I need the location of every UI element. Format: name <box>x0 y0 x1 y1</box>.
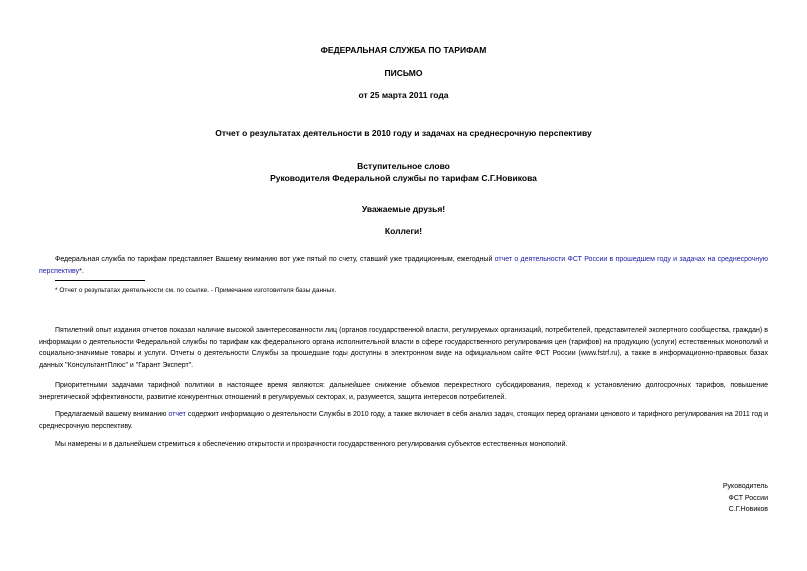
greeting-line-2: Коллеги! <box>384 226 423 236</box>
report-link[interactable]: отчет о деятельности ФСТ России в прошедшем году и задачах на среднесрочную перспективу <box>39 256 768 275</box>
paragraph-1 <box>39 254 768 277</box>
signature-block <box>723 481 768 516</box>
greeting-line-1: Уважаемые друзья! <box>361 204 446 214</box>
paragraph-4-text: Предлагаемый вашему вниманию <box>55 411 169 418</box>
intro-title: Вступительное слово <box>357 161 450 171</box>
paragraph-1-text: Федеральная служба по тарифам представляет Вашему вниманию вот уже пятый по счету, ставший уже традиционным, ежегодный <box>55 256 495 263</box>
paragraph-3: Приоритетными задачами тарифной политики в настоящее время являются: дальнейшее снижение объемов перекрестного субсидирования, переход к установлению долгосрочных тарифов, повышение энергетической эффективности, развитие конкурентных отношений в регулируемых секторах, и, разумеется, защита интересов потребителей. <box>39 382 768 401</box>
signature-title: Руководитель <box>722 483 768 490</box>
signature-name: С.Г.Новиков <box>728 506 768 513</box>
org-name: ФЕДЕРАЛЬНАЯ СЛУЖБА ПО ТАРИФАМ <box>320 45 487 55</box>
signature-org: ФСТ России <box>728 494 768 502</box>
document-subject: Отчет о результатах деятельности в 2010 году и задачах на среднесрочную перспективу <box>215 128 592 138</box>
paragraph-4-tail: содержит информацию о деятельности Службы в 2010 году, а также включает в себя анализ задач, стоящих перед органами ценового и тарифного регулирования на 2011 год и среднесрочную перспективу. <box>39 411 768 430</box>
footnote: * Отчет о результатах деятельности см. по ссылке. - Примечание изготовителя базы данных. <box>55 287 337 294</box>
document-date: от 25 марта 2011 года <box>358 90 449 100</box>
document-type: ПИСЬМО <box>384 68 423 78</box>
footnote-divider <box>55 280 145 281</box>
report-short-link[interactable]: отчет <box>168 411 186 418</box>
paragraph-5: Мы намерены и в дальнейшем стремиться к обеспечению открытости и прозрачности государственного регулирования субъектов естественных монополий. <box>55 441 568 448</box>
paragraph-1-tail: *. <box>79 267 84 275</box>
paragraph-2: Пятилетний опыт издания отчетов показал наличие высокой заинтересованности лиц (органов государственной власти, регулируемых организаций, потребителей, представителей экспертного сообщества, граждан) в информации о деятельности Федеральной службы по тарифам как федерального органа исполнительной власти в сфере государственного регулирования цен (тарифов) на продукцию (услуги) естественных монополий и социально-значимые товары и услуги. Отчеты о деятельности Службы за прошедшие годы доступны в электронном виде на официальном сайте ФСТ России (www.fstrf.ru), а также в информационно-правовых базах данных "КонсультантПлюс" и "Гарант Эксперт". <box>39 327 768 369</box>
intro-author: Руководителя Федеральной службы по тарифам С.Г.Новикова <box>270 173 537 183</box>
paragraph-4 <box>39 409 768 432</box>
